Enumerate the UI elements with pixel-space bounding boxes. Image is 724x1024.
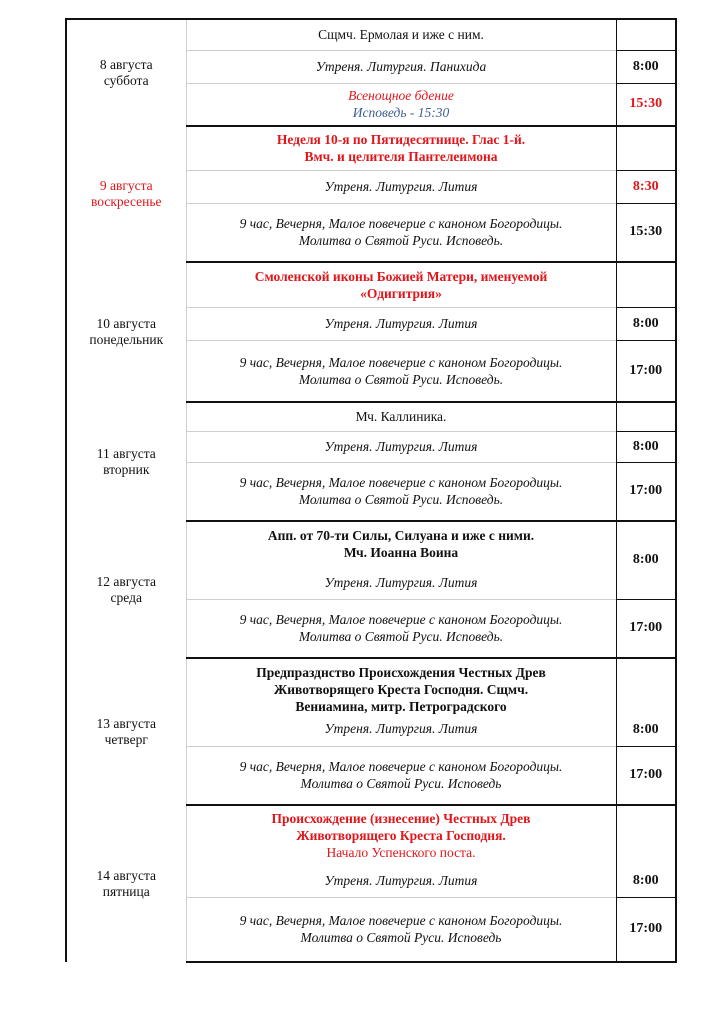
feast-line: Животворящего Креста Господня. Сщмч.	[273, 682, 529, 697]
feast-line: Мч. Каллиника.	[355, 409, 447, 425]
service-text: Утреня. Литургия. Лития	[324, 721, 478, 736]
service-line: 9 час, Вечерня, Малое повечерие с каноном Богородицы.	[239, 475, 563, 491]
service-time: 17:00	[616, 897, 676, 962]
feast-line: Животворящего Креста Господня.	[296, 828, 506, 843]
vigil-label: Всенощное бдение	[348, 88, 454, 104]
day-weekday: вторник	[103, 461, 150, 477]
feast-line: Неделя 10-я по Пятидесятнице. Глас 1-й.	[276, 132, 526, 148]
day-weekday: суббота	[103, 73, 149, 88]
day-date: 9 августа	[99, 178, 153, 193]
service-time: 17:00	[616, 746, 676, 805]
confession-label: Исповедь - 15:30	[352, 105, 450, 121]
service-text	[186, 203, 616, 262]
feast-line: Вениамина, митр. Петроградского	[295, 699, 507, 714]
service-time: 8:00	[616, 521, 676, 599]
service-text	[186, 83, 616, 126]
day-cell	[66, 262, 186, 402]
service-line: Молитва о Святой Руси. Исповедь.	[298, 492, 504, 508]
day-weekday: воскресенье	[90, 194, 162, 209]
day-date: 13 августа	[96, 715, 157, 731]
table-row	[66, 19, 676, 50]
service-time: 15:30	[616, 83, 676, 126]
table-row	[66, 658, 676, 720]
day-weekday: четверг	[104, 731, 148, 747]
table-row	[66, 521, 676, 566]
service-time: 17:00	[616, 340, 676, 402]
day-date: 11 августа	[96, 445, 156, 461]
time-text: 8:00	[632, 872, 659, 888]
service-line: 9 час, Вечерня, Малое повечерие с каноном Богородицы.	[239, 759, 563, 775]
service-text	[186, 599, 616, 658]
time-cell	[616, 126, 676, 170]
table-row	[66, 262, 676, 307]
day-date: 12 августа	[96, 573, 157, 589]
service-text: Утреня. Литургия. Лития	[186, 431, 616, 462]
service-text: Утреня. Литургия. Лития	[186, 170, 616, 203]
feast-line: Происхождение (изнесение) Честных Древ	[271, 811, 531, 826]
service-text	[186, 897, 616, 962]
feast-line: Сщмч. Ермолая и иже с ним.	[318, 27, 484, 43]
feast-line: «Одигитрия»	[360, 285, 442, 301]
service-line: 9 час, Вечерня, Малое повечерие с каноном Богородицы.	[239, 913, 563, 929]
service-text	[186, 462, 616, 521]
time-cell	[616, 262, 676, 307]
table-row	[66, 126, 676, 170]
day-date: 8 августа	[99, 57, 153, 72]
day-cell	[66, 805, 186, 962]
feast-title	[186, 402, 616, 431]
table-row	[66, 805, 676, 865]
service-line: 9 час, Вечерня, Малое повечерие с каноном Богородицы.	[239, 216, 563, 232]
service-text: Утреня. Литургия. Лития	[186, 307, 616, 340]
day-cell	[66, 402, 186, 521]
service-time: 8:00	[616, 431, 676, 462]
time-text: 8:00	[632, 721, 659, 737]
day-date: 14 августа	[96, 867, 157, 883]
schedule-table	[65, 18, 677, 963]
service-line: 9 час, Вечерня, Малое повечерие с каноном Богородицы.	[239, 354, 563, 370]
service-time	[616, 805, 676, 897]
service-text: Утреня. Литургия. Лития	[324, 574, 478, 590]
feast-title	[186, 262, 616, 307]
fast-start-note: Начало Успенского поста.	[326, 845, 476, 860]
table-row	[66, 402, 676, 431]
time-cell	[616, 19, 676, 50]
service-text: Утреня. Литургия. Лития	[324, 873, 478, 889]
day-cell	[66, 126, 186, 262]
day-cell	[66, 658, 186, 805]
service-time: 15:30	[616, 203, 676, 262]
service-line: Молитва о Святой Руси. Исповедь.	[298, 371, 504, 387]
time-cell	[616, 402, 676, 431]
feast-title	[186, 521, 616, 566]
service-time: 8:00	[616, 307, 676, 340]
service-time: 17:00	[616, 462, 676, 521]
service-line: Молитва о Святой Руси. Исповедь.	[298, 629, 504, 645]
service-text: Утреня. Литургия. Панихида	[186, 50, 616, 83]
day-weekday: пятница	[102, 883, 150, 899]
feast-title	[186, 658, 616, 720]
service-line: Молитва о Святой Руси. Исповедь	[300, 930, 502, 946]
service-time: 17:00	[616, 599, 676, 658]
feast-title	[186, 19, 616, 50]
feast-line: Смоленской иконы Божией Матери, именуемой	[254, 268, 548, 284]
feast-title	[186, 805, 616, 865]
feast-line: Предпразднство Происхождения Честных Древ	[256, 665, 546, 680]
feast-line: Вмч. и целителя Пантелеимона	[304, 149, 498, 165]
service-time: 8:30	[616, 170, 676, 203]
service-text	[186, 340, 616, 402]
feast-line: Мч. Иоанна Воина	[343, 545, 459, 560]
service-time	[616, 658, 676, 746]
feast-title	[186, 126, 616, 170]
service-line: Молитва о Святой Руси. Исповедь.	[298, 233, 504, 249]
service-text	[186, 746, 616, 805]
day-cell	[66, 521, 186, 658]
service-line: 9 час, Вечерня, Малое повечерие с каноном Богородицы.	[239, 612, 563, 628]
day-weekday: среда	[110, 589, 142, 605]
service-line: Молитва о Святой Руси. Исповедь	[300, 776, 502, 792]
day-date: 10 августа	[96, 316, 157, 331]
day-cell	[66, 19, 186, 126]
feast-line: Апп. от 70-ти Силы, Силуана и иже с ними.	[267, 528, 535, 543]
day-weekday: понедельник	[89, 332, 164, 347]
service-time: 8:00	[616, 50, 676, 83]
